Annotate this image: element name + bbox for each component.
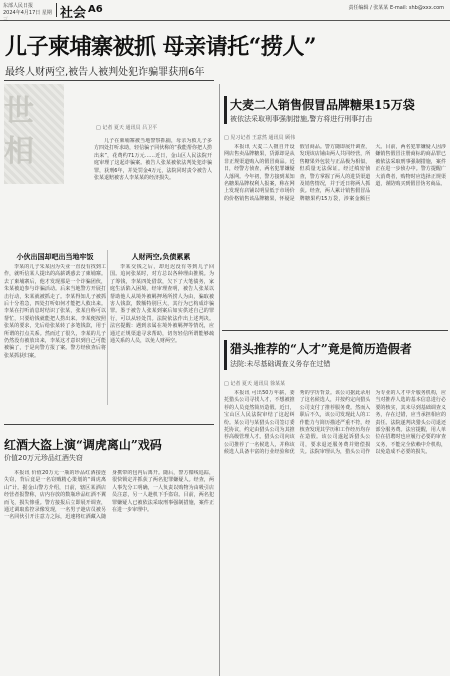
story3-byline: □ 见习记者 王意然 通讯员 顾伟: [224, 135, 296, 141]
lead-intro: [94, 138, 212, 238]
story4-accent-bar: [224, 340, 227, 370]
lead-intro-text: 儿子在柬埔寨被当地警察抓捕，母亲为救儿子多方四处打听求助，轻信骗子同伙称的“我能帮你把人捞出来”，花费约71万元……近日，金山区人民法院开庭审理了这起诈骗案。被告人张某被依法判处犯诈骗罪，获刑6年，并处罚金4万元，法院同时责令被告人张某退赔被害人李某某的经济损失。: [94, 138, 212, 182]
lead-byline: □ 记者 夏天 通讯员 吕卫平: [96, 125, 158, 131]
story2-title: 红酒大盗上演“调虎离山”戏码: [4, 438, 162, 452]
lead-subheadline: 最终人财两空,被告人被判处犯诈骗罪获刑6年: [5, 67, 205, 78]
story4-body: [224, 390, 446, 672]
lead-rule: [4, 80, 214, 81]
decorative-watermark-glyphs: 世 相: [4, 94, 34, 169]
lead-headline: 儿子柬埔寨被抓 母亲请托“捞人”: [5, 34, 316, 60]
story4-title: 猎头推荐的“人才”竟是简历造假者: [230, 342, 412, 356]
column-divider: [107, 250, 108, 405]
masthead-left: [3, 3, 53, 24]
lead-col1: [4, 264, 106, 402]
story2-subtitle: 价值20万元珍品红酒失窃: [4, 454, 83, 462]
story3-body: [224, 144, 446, 340]
story3-accent-bar: [224, 96, 227, 124]
story2-text: 本报讯 价值20万元一瓶的珍品红酒接连失窃，背后竟是一名窃贼精心策划的“调虎离山”计。据金山警方介绍，日前，辖区某酒店经营者报警称，店内存放的数瓶珍品红酒不翼而飞，损失惨重。警方接报后立即展开调查，通过调取监控录像发现，一名男子趁店员被另一名同伙引开注意力之际，迅速将红酒藏入随身携带的包内后离开。随后，警方循线追踪，很快锁定并抓获了两名犯罪嫌疑人。经查，两人事先分工明确，一人负责以购物为由吸引店员注意，另一人趁机下手盗窃。目前，两名犯罪嫌疑人已被依法采取刑事强制措施，案件正在进一步审理中。: [4, 470, 214, 521]
col1-heading: 小伙出国却吧出当地牢饭: [16, 253, 94, 261]
masthead-date: 2024年4月17日 星期三: [3, 10, 52, 23]
story4-text: 本报讯 可出50万年薪，委托猎头公司寻找人才，不想被推荐的人员竟然简历造假。近日，宝山区人民法院审结了这起纠纷。某公司与某猎头公司签订委托协议，约定由猎头公司为其推荐高级管理人才。猎头公司向该公司推荐了一名候选人，并称该候选人具备丰富的行业经验和优秀的学历背景。该公司据此录用了这名候选人，并按约定向猎头公司支付了推荐服务费。然而入职后不久，该公司发现此人的工作能力与简历描述严重不符，经核查发现其学历和工作经历均存在造假。该公司遂起诉猎头公司，要求退还服务费并赔偿损失。法院审理认为，猎头公司作为专业的人才中介服务机构，应当对推荐人选的基本信息进行必要的核实，其未尽到基础调查义务，存在过错，应当承担相应的责任。法院遂判决猎头公司退还部分服务费。法官提醒，用人单位在招聘时也应履行必要的审查义务，不能完全依赖中介机构，以免造成不必要的损失。: [224, 390, 446, 456]
story3-title: 大麦二人销售假冒品牌糖果15万袋: [230, 98, 415, 112]
masthead-paper-name: 东部人民日报: [3, 3, 34, 9]
page-number: A6: [88, 4, 103, 15]
story4-rule: [222, 330, 448, 331]
masthead-editor: 责任编辑 / 张某某 E-mail: shb@xxx.com: [348, 5, 444, 11]
masthead-divider: [56, 3, 57, 17]
story3-text: 本报讯 大麦二人擅自开设网店售卖品牌糖果，货源却是从非正规渠道购入的假冒商品。近日，经警方侦查，两名犯罪嫌疑人落网。今年初，警方接到某知名糖果品牌权利人报案，称在网上发现有店铺以明显低于市场价的价格销售该品牌糖果，怀疑是假冒商品。警方随即展开调查，发现该店铺由两人共同经营，所售糖果外包装与正品极为相似，但质量无法保证。经过缜密侦查，警方掌握了两人的进货渠道及销售情况，并于近日将两人抓获。经查，两人累计销售假冒品牌糖果约15万袋，涉案金额巨大。目前，两名犯罪嫌疑人因涉嫌销售假冒注册商标的商品罪已被依法采取刑事强制措施，案件正在进一步侦办中。警方提醒广大消费者，购物时应选择正规渠道，谨防购买到假冒伪劣商品。: [224, 144, 446, 202]
page-divider: [219, 84, 220, 676]
story3-subtitle: 被依法采取刑事强制措施,警方将进行刑事打击: [230, 115, 373, 123]
story2-rule: [4, 424, 214, 425]
section-name: 社会: [60, 6, 87, 21]
lead-col2-text: 李某交钱之后，却迟迟没有等到儿子回国。追问张某时，对方总以各种理由推脱。为了筹钱，李某四处借款，欠下了大笔债务，家庭生活陷入困境。经审理查明，被告人张某以帮助他人从境外被羁押场所捞人为由，骗取被害人钱款，数额特别巨大，其行为已构成诈骗罪。鉴于被告人张某到案后如实供述自己的罪行，可以从轻处罚。法院依法作出上述判决。法官提醒：遇到亲属在境外被羁押等情况，应通过正规渠道寻求帮助，切勿轻信所谓能够疏通关系的人员，以免人财两空。: [110, 264, 214, 345]
col2-heading: 人财两空,负债累累: [131, 253, 191, 261]
story4-subtitle: 法院:未尽基础调查义务存在过错: [230, 360, 331, 368]
story4-byline: □ 记者 夏天 通讯员 徐某某: [224, 381, 286, 387]
lead-col1-text: 李某的儿子朱某因为失业一直没有找到工作，就听信某人提出的高薪诱惑去了柬埔寨。去了柬埔寨后，他才发现那是一个诈骗团伙，朱某被迫参与诈骗活动。后来当地警方开展打击行动，朱某就被抓走了。李某得知儿子被抓后十分着急，四处打听如何才能把人救出来。李某在打听消息时结识了张某，张某自称可以帮忙，只要给钱就能把人捞出来。李某便按照张某的要求，先后给张某转了多笔钱款，用于所谓的打点关系。然而过了很久，李某的儿子仍然没有被放出来，李某这才意识到自己可能被骗了，于是向警方报了案。警方经侦查后将张某抓获归案。: [4, 264, 106, 359]
lead-col2: [110, 264, 214, 424]
story2-body: [4, 470, 214, 672]
